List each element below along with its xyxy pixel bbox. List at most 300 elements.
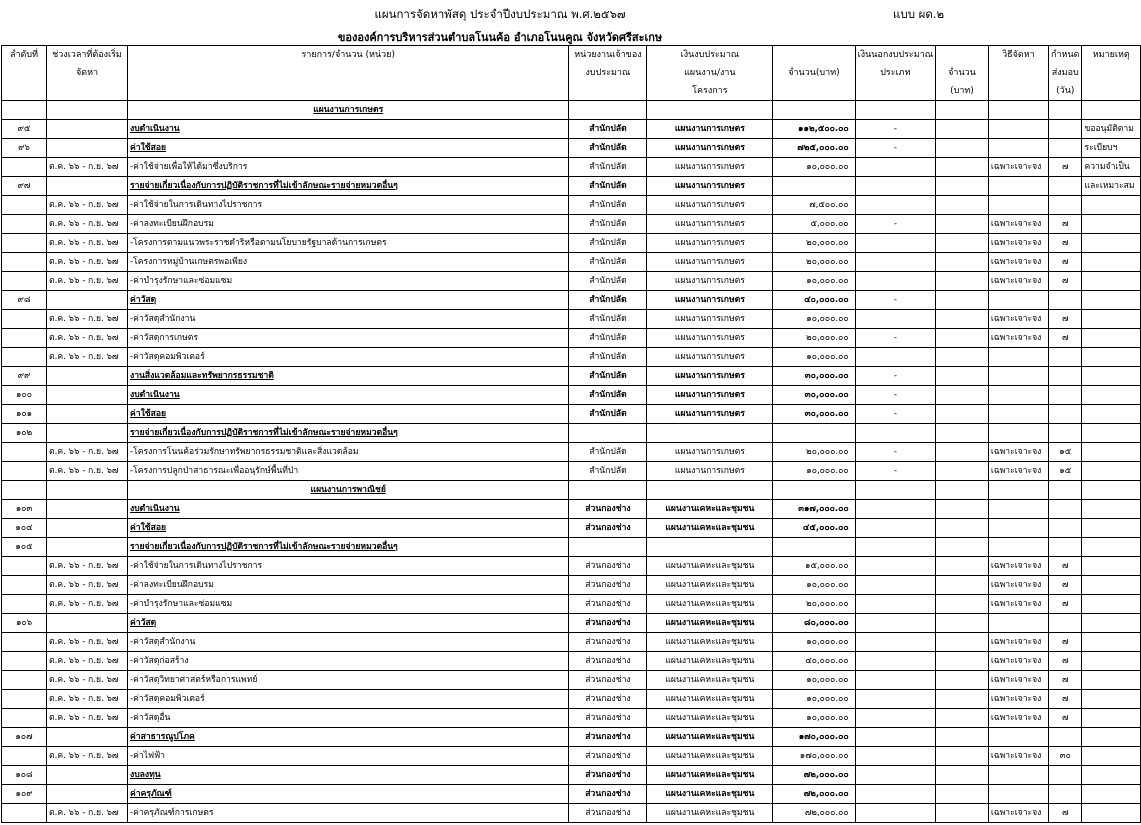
cell-ext xyxy=(936,367,989,386)
cell-period: ต.ค. ๖๖ - ก.ย. ๖๗ xyxy=(47,462,128,481)
table-row xyxy=(2,766,1141,785)
cell-ext xyxy=(936,652,989,671)
cell-amount: ๓๑๗,๐๐๐.๐๐ xyxy=(773,500,855,519)
cell-item: แผนงานการพาณิชย์ xyxy=(128,481,569,500)
cell-days: ๗ xyxy=(1049,690,1082,709)
cell-days: ๗ xyxy=(1049,595,1082,614)
cell-no: ๙๗ xyxy=(2,177,47,196)
cell-unit: สำนักปลัด xyxy=(569,196,647,215)
cell-note xyxy=(1082,329,1141,348)
cell-method xyxy=(988,766,1048,785)
cell-amount: ๓๐,๐๐๐.๐๐ xyxy=(773,367,855,386)
cell-ext xyxy=(936,785,989,804)
cell-item: -ค่าวัสดุการเกษตร xyxy=(128,329,569,348)
cell-note xyxy=(1082,500,1141,519)
cell-method: เฉพาะเจาะจง xyxy=(988,443,1048,462)
plan-heading-row xyxy=(2,481,1141,500)
cell-period: ต.ค. ๖๖ - ก.ย. ๖๗ xyxy=(47,272,128,291)
cell-method: เฉพาะเจาะจง xyxy=(988,557,1048,576)
column-header: (บาท) xyxy=(936,82,989,101)
cell-plan: แผนงานเคหะและชุมชน xyxy=(647,519,773,538)
cell-item: ค่าวัสดุ xyxy=(128,291,569,310)
cell-method: เฉพาะเจาะจง xyxy=(988,633,1048,652)
cell-cat xyxy=(855,728,935,747)
cell-item: -โครงการปลูกป่าสาธารณะเพื่ออนุรักษ์พื้นที่ป่า xyxy=(128,462,569,481)
table-row xyxy=(2,519,1141,538)
cell-plan: แผนงานเคหะและชุมชน xyxy=(647,690,773,709)
cell-days: ๗ xyxy=(1049,576,1082,595)
cell-unit: ส่วนกองช่าง xyxy=(569,747,647,766)
table-row xyxy=(2,690,1141,709)
cell-days xyxy=(1049,500,1082,519)
cell-no: ๑๐๓ xyxy=(2,500,47,519)
cell-item: รายจ่ายเกี่ยวเนื่องกับการปฏิบัติราชการที่ไม่เข้าลักษณะรายจ่ายหมวดอื่นๆ xyxy=(128,177,569,196)
cell-cat: - xyxy=(855,120,935,139)
cell-item: -ค่าครุภัณฑ์การเกษตร xyxy=(128,804,569,823)
cell-ext xyxy=(936,329,989,348)
cell-amount: ๑๕,๐๐๐.๐๐ xyxy=(773,557,855,576)
cell-unit: ส่วนกองช่าง xyxy=(569,576,647,595)
cell-period: ต.ค. ๖๖ - ก.ย. ๖๗ xyxy=(47,158,128,177)
cell-note xyxy=(1082,196,1141,215)
cell-days: ๗ xyxy=(1049,253,1082,272)
cell-cat xyxy=(855,310,935,329)
cell-method: เฉพาะเจาะจง xyxy=(988,329,1048,348)
cell-no: ๙๖ xyxy=(2,139,47,158)
cell-note xyxy=(1082,348,1141,367)
table-row xyxy=(2,462,1141,481)
cell-ext xyxy=(936,538,989,557)
cell-ext xyxy=(936,766,989,785)
cell-amount xyxy=(773,481,855,500)
cell-ext xyxy=(936,386,989,405)
cell-period xyxy=(47,538,128,557)
cell-unit: ส่วนกองช่าง xyxy=(569,709,647,728)
cell-item: -ค่าใช้จ่ายในการเดินทางไปราชการ xyxy=(128,557,569,576)
cell-no: ๑๐๙ xyxy=(2,785,47,804)
cell-amount: ๑๐,๐๐๐.๐๐ xyxy=(773,633,855,652)
cell-days: ๗ xyxy=(1049,329,1082,348)
cell-plan: แผนงานการเกษตร xyxy=(647,158,773,177)
cell-note xyxy=(1082,519,1141,538)
cell-unit: ส่วนกองช่าง xyxy=(569,804,647,823)
cell-amount: ๕,๐๐๐.๐๐ xyxy=(773,215,855,234)
cell-note: ระเบียบฯ xyxy=(1082,139,1141,158)
cell-cat xyxy=(855,595,935,614)
cell-cat xyxy=(855,234,935,253)
cell-days xyxy=(1049,614,1082,633)
cell-amount: ๒๐,๐๐๐.๐๐ xyxy=(773,443,855,462)
cell-amount: ๑๐,๐๐๐.๐๐ xyxy=(773,272,855,291)
cell-period: ต.ค. ๖๖ - ก.ย. ๖๗ xyxy=(47,671,128,690)
cell-days xyxy=(1049,139,1082,158)
cell-item: -ค่าลงทะเบียนฝึกอบรม xyxy=(128,215,569,234)
cell-plan: แผนงานการเกษตร xyxy=(647,120,773,139)
cell-no xyxy=(2,253,47,272)
column-header: จำนวน(บาท) xyxy=(773,64,855,82)
cell-period xyxy=(47,291,128,310)
cell-plan: แผนงานการเกษตร xyxy=(647,196,773,215)
cell-note xyxy=(1082,728,1141,747)
column-header: งบประมาณ xyxy=(569,64,647,82)
cell-method xyxy=(988,348,1048,367)
cell-unit: สำนักปลัด xyxy=(569,215,647,234)
cell-note xyxy=(1082,785,1141,804)
cell-plan: แผนงานเคหะและชุมชน xyxy=(647,614,773,633)
cell-period xyxy=(47,120,128,139)
cell-plan: แผนงานเคหะและชุมชน xyxy=(647,785,773,804)
column-header xyxy=(2,64,47,82)
cell-ext xyxy=(936,310,989,329)
cell-days: ๗ xyxy=(1049,709,1082,728)
column-header xyxy=(773,82,855,101)
cell-unit: ส่วนกองช่าง xyxy=(569,690,647,709)
cell-method xyxy=(988,614,1048,633)
cell-ext xyxy=(936,348,989,367)
cell-method: เฉพาะเจาะจง xyxy=(988,709,1048,728)
form-code: แบบ ผด.๒ xyxy=(893,7,945,21)
cell-days xyxy=(1049,538,1082,557)
cell-plan: แผนงานเคหะและชุมชน xyxy=(647,804,773,823)
cell-item: -ค่าวัสดุวิทยาศาสตร์หรือการแพทย์ xyxy=(128,671,569,690)
cell-period: ต.ค. ๖๖ - ก.ย. ๖๗ xyxy=(47,329,128,348)
cell-no xyxy=(2,576,47,595)
cell-plan: แผนงานการเกษตร xyxy=(647,310,773,329)
cell-note xyxy=(1082,538,1141,557)
table-row xyxy=(2,652,1141,671)
cell-no: ๑๐๕ xyxy=(2,538,47,557)
cell-note xyxy=(1082,690,1141,709)
table-row xyxy=(2,709,1141,728)
cell-plan: แผนงานเคหะและชุมชน xyxy=(647,557,773,576)
cell-method: เฉพาะเจาะจง xyxy=(988,158,1048,177)
cell-period: ต.ค. ๖๖ - ก.ย. ๖๗ xyxy=(47,253,128,272)
cell-plan: แผนงานการเกษตร xyxy=(647,139,773,158)
cell-days: ๑๕ xyxy=(1049,462,1082,481)
cell-method xyxy=(988,101,1048,120)
cell-amount: ๒๐,๐๐๐.๐๐ xyxy=(773,595,855,614)
column-header xyxy=(1082,82,1141,101)
cell-days xyxy=(1049,424,1082,443)
procurement-table xyxy=(1,45,1141,823)
cell-unit: สำนักปลัด xyxy=(569,272,647,291)
table-row xyxy=(2,671,1141,690)
cell-plan: แผนงานเคหะและชุมชน xyxy=(647,652,773,671)
header-row xyxy=(2,64,1141,82)
cell-period: ต.ค. ๖๖ - ก.ย. ๖๗ xyxy=(47,443,128,462)
cell-period: ต.ค. ๖๖ - ก.ย. ๖๗ xyxy=(47,652,128,671)
cell-unit: ส่วนกองช่าง xyxy=(569,652,647,671)
cell-days: ๗ xyxy=(1049,557,1082,576)
cell-days: ๗ xyxy=(1049,158,1082,177)
cell-method xyxy=(988,367,1048,386)
cell-note xyxy=(1082,253,1141,272)
organization-subtitle: ขององค์การบริหารส่วนตำบลโนนค้อ อำเภอโนนคูณ จังหวัดศรีสะเกษ xyxy=(337,31,663,44)
column-header xyxy=(855,82,935,101)
cell-period xyxy=(47,177,128,196)
cell-plan: แผนงานเคหะและชุมชน xyxy=(647,500,773,519)
cell-amount: ๔๕,๐๐๐.๐๐ xyxy=(773,519,855,538)
cell-method: เฉพาะเจาะจง xyxy=(988,215,1048,234)
column-header: แผนงาน/งาน xyxy=(647,64,773,82)
table-row xyxy=(2,120,1141,139)
cell-plan: แผนงานการเกษตร xyxy=(647,291,773,310)
page-title: แผนการจัดหาพัสดุ ประจำปีงบประมาณ พ.ศ.๒๕๖๗ xyxy=(374,7,626,21)
column-header: โครงการ xyxy=(647,82,773,101)
table-row xyxy=(2,215,1141,234)
cell-amount: ๓๐,๐๐๐.๐๐ xyxy=(773,405,855,424)
cell-amount: ๘๐,๐๐๐.๐๐ xyxy=(773,614,855,633)
cell-note xyxy=(1082,671,1141,690)
column-header xyxy=(128,64,569,82)
cell-item: -โครงการตามแนวพระราชดำริหรือตามนโยบายรัฐบาลด้านการเกษตร xyxy=(128,234,569,253)
cell-amount: ๑๐,๐๐๐.๐๐ xyxy=(773,348,855,367)
cell-no xyxy=(2,709,47,728)
column-header: ช่วงเวลาที่ต้องเริ่ม xyxy=(47,46,128,65)
cell-note xyxy=(1082,405,1141,424)
cell-ext xyxy=(936,481,989,500)
column-header: วิธีจัดหา xyxy=(988,46,1048,65)
cell-cat: - xyxy=(855,215,935,234)
cell-method xyxy=(988,538,1048,557)
cell-item: -ค่าลงทะเบียนฝึกอบรม xyxy=(128,576,569,595)
cell-amount xyxy=(773,424,855,443)
cell-unit xyxy=(569,481,647,500)
cell-note xyxy=(1082,443,1141,462)
cell-period xyxy=(47,519,128,538)
cell-unit: สำนักปลัด xyxy=(569,139,647,158)
table-row xyxy=(2,443,1141,462)
cell-unit: ส่วนกองช่าง xyxy=(569,557,647,576)
column-header: ประเภท xyxy=(855,64,935,82)
cell-unit: ส่วนกองช่าง xyxy=(569,671,647,690)
cell-ext xyxy=(936,405,989,424)
cell-cat xyxy=(855,519,935,538)
cell-cat xyxy=(855,576,935,595)
cell-item: รายจ่ายเกี่ยวเนื่องกับการปฏิบัติราชการที่ไม่เข้าลักษณะรายจ่ายหมวดอื่นๆ xyxy=(128,424,569,443)
cell-unit: สำนักปลัด xyxy=(569,158,647,177)
cell-no xyxy=(2,348,47,367)
column-header: เงินนอกงบประมาณ xyxy=(855,46,935,65)
cell-cat xyxy=(855,424,935,443)
cell-plan: แผนงานการเกษตร xyxy=(647,234,773,253)
cell-item: -ค่าใช้จ่ายเพื่อให้ได้มาซึ่งบริการ xyxy=(128,158,569,177)
cell-amount xyxy=(773,177,855,196)
cell-ext xyxy=(936,671,989,690)
cell-note xyxy=(1082,576,1141,595)
table-row xyxy=(2,405,1141,424)
cell-no: ๑๐๗ xyxy=(2,728,47,747)
cell-plan: แผนงานการเกษตร xyxy=(647,443,773,462)
column-header: กำหนด xyxy=(1049,46,1082,65)
cell-no xyxy=(2,690,47,709)
cell-method: เฉพาะเจาะจง xyxy=(988,671,1048,690)
cell-note xyxy=(1082,804,1141,823)
cell-unit: ส่วนกองช่าง xyxy=(569,766,647,785)
cell-no: ๙๕ xyxy=(2,120,47,139)
cell-note xyxy=(1082,766,1141,785)
table-row xyxy=(2,785,1141,804)
cell-cat: - xyxy=(855,386,935,405)
cell-cat xyxy=(855,633,935,652)
cell-plan: แผนงานการเกษตร xyxy=(647,215,773,234)
column-header xyxy=(569,82,647,101)
cell-cat xyxy=(855,690,935,709)
cell-days: ๗ xyxy=(1049,652,1082,671)
cell-cat xyxy=(855,348,935,367)
cell-note xyxy=(1082,747,1141,766)
cell-item: รายจ่ายเกี่ยวเนื่องกับการปฏิบัติราชการที่ไม่เข้าลักษณะรายจ่ายหมวดอื่นๆ xyxy=(128,538,569,557)
cell-plan xyxy=(647,101,773,120)
cell-method: เฉพาะเจาะจง xyxy=(988,253,1048,272)
cell-note xyxy=(1082,234,1141,253)
cell-ext xyxy=(936,747,989,766)
column-header xyxy=(1082,64,1141,82)
cell-unit: สำนักปลัด xyxy=(569,234,647,253)
cell-note xyxy=(1082,291,1141,310)
cell-ext xyxy=(936,500,989,519)
cell-cat: - xyxy=(855,329,935,348)
cell-item: ค่าสาธารณูปโภค xyxy=(128,728,569,747)
cell-plan: แผนงานการเกษตร xyxy=(647,462,773,481)
cell-days xyxy=(1049,348,1082,367)
cell-cat: - xyxy=(855,367,935,386)
cell-note: ความจำเป็น xyxy=(1082,158,1141,177)
cell-amount: ๗๒๕,๐๐๐.๐๐ xyxy=(773,139,855,158)
cell-plan: แผนงานการเกษตร xyxy=(647,367,773,386)
cell-item: -โครงการหมู่บ้านเกษตรพอเพียง xyxy=(128,253,569,272)
cell-days xyxy=(1049,519,1082,538)
column-header: เงินงบประมาณ xyxy=(647,46,773,65)
cell-plan: แผนงานเคหะและชุมชน xyxy=(647,633,773,652)
cell-period: ต.ค. ๖๖ - ก.ย. ๖๗ xyxy=(47,709,128,728)
cell-plan: แผนงานเคหะและชุมชน xyxy=(647,728,773,747)
cell-no xyxy=(2,329,47,348)
cell-unit: สำนักปลัด xyxy=(569,120,647,139)
cell-period xyxy=(47,139,128,158)
table-row xyxy=(2,234,1141,253)
cell-period xyxy=(47,766,128,785)
cell-ext xyxy=(936,443,989,462)
header-row xyxy=(2,46,1141,65)
table-row xyxy=(2,177,1141,196)
cell-method xyxy=(988,481,1048,500)
cell-amount: ๗๒,๐๐๐.๐๐ xyxy=(773,804,855,823)
cell-period xyxy=(47,500,128,519)
cell-ext xyxy=(936,272,989,291)
cell-cat xyxy=(855,158,935,177)
cell-unit: สำนักปลัด xyxy=(569,462,647,481)
cell-amount: ๔๐,๐๐๐.๐๐ xyxy=(773,652,855,671)
cell-item: แผนงานการเกษตร xyxy=(128,101,569,120)
table-row xyxy=(2,728,1141,747)
cell-unit: สำนักปลัด xyxy=(569,405,647,424)
cell-cat xyxy=(855,101,935,120)
cell-period xyxy=(47,481,128,500)
cell-amount: ๓๐,๐๐๐.๐๐ xyxy=(773,386,855,405)
cell-no xyxy=(2,804,47,823)
cell-days: ๓๐ xyxy=(1049,747,1082,766)
cell-amount: ๑๑๒,๕๐๐.๐๐ xyxy=(773,120,855,139)
cell-no xyxy=(2,462,47,481)
cell-method: เฉพาะเจาะจง xyxy=(988,747,1048,766)
cell-ext xyxy=(936,139,989,158)
cell-plan: แผนงานการเกษตร xyxy=(647,405,773,424)
cell-amount: ๑๐,๐๐๐.๐๐ xyxy=(773,671,855,690)
cell-note xyxy=(1082,310,1141,329)
cell-plan: แผนงานเคหะและชุมชน xyxy=(647,576,773,595)
cell-plan: แผนงานการเกษตร xyxy=(647,272,773,291)
cell-amount xyxy=(773,538,855,557)
cell-item: -ค่าวัสดุก่อสร้าง xyxy=(128,652,569,671)
cell-days: ๗ xyxy=(1049,804,1082,823)
cell-no xyxy=(2,234,47,253)
cell-note xyxy=(1082,595,1141,614)
cell-amount: ๒๐,๐๐๐.๐๐ xyxy=(773,253,855,272)
cell-period xyxy=(47,728,128,747)
cell-note xyxy=(1082,386,1141,405)
cell-days: ๗ xyxy=(1049,633,1082,652)
table-row xyxy=(2,538,1141,557)
cell-item: ค่าวัสดุ xyxy=(128,614,569,633)
cell-period xyxy=(47,101,128,120)
table-row xyxy=(2,576,1141,595)
cell-plan: แผนงานการเกษตร xyxy=(647,348,773,367)
cell-unit: สำนักปลัด xyxy=(569,329,647,348)
table-row xyxy=(2,158,1141,177)
cell-method xyxy=(988,196,1048,215)
cell-cat xyxy=(855,804,935,823)
cell-unit: ส่วนกองช่าง xyxy=(569,785,647,804)
table-row xyxy=(2,348,1141,367)
cell-unit: ส่วนกองช่าง xyxy=(569,500,647,519)
cell-plan xyxy=(647,424,773,443)
cell-no: ๑๐๔ xyxy=(2,519,47,538)
cell-item: งบดำเนินงาน xyxy=(128,386,569,405)
cell-no xyxy=(2,215,47,234)
cell-ext xyxy=(936,177,989,196)
cell-ext xyxy=(936,576,989,595)
cell-no: ๙๙ xyxy=(2,367,47,386)
cell-no xyxy=(2,595,47,614)
cell-plan: แผนงานเคหะและชุมชน xyxy=(647,709,773,728)
cell-cat xyxy=(855,652,935,671)
cell-note xyxy=(1082,215,1141,234)
plan-heading-row xyxy=(2,101,1141,120)
column-header xyxy=(2,82,47,101)
cell-plan: แผนงานเคหะและชุมชน xyxy=(647,671,773,690)
cell-cat: - xyxy=(855,443,935,462)
cell-method xyxy=(988,386,1048,405)
cell-ext xyxy=(936,728,989,747)
cell-plan: แผนงานการเกษตร xyxy=(647,329,773,348)
cell-no xyxy=(2,101,47,120)
cell-cat xyxy=(855,747,935,766)
cell-unit xyxy=(569,101,647,120)
cell-unit: สำนักปลัด xyxy=(569,291,647,310)
cell-period: ต.ค. ๖๖ - ก.ย. ๖๗ xyxy=(47,747,128,766)
cell-ext xyxy=(936,120,989,139)
cell-no xyxy=(2,652,47,671)
cell-unit: สำนักปลัด xyxy=(569,310,647,329)
cell-method: เฉพาะเจาะจง xyxy=(988,690,1048,709)
cell-note xyxy=(1082,481,1141,500)
table-row xyxy=(2,595,1141,614)
cell-plan: แผนงานการเกษตร xyxy=(647,253,773,272)
cell-item: -ค่าวัสดุคอมพิวเตอร์ xyxy=(128,690,569,709)
cell-amount: ๑๗๐,๐๐๐.๐๐ xyxy=(773,747,855,766)
cell-item: งบดำเนินงาน xyxy=(128,120,569,139)
